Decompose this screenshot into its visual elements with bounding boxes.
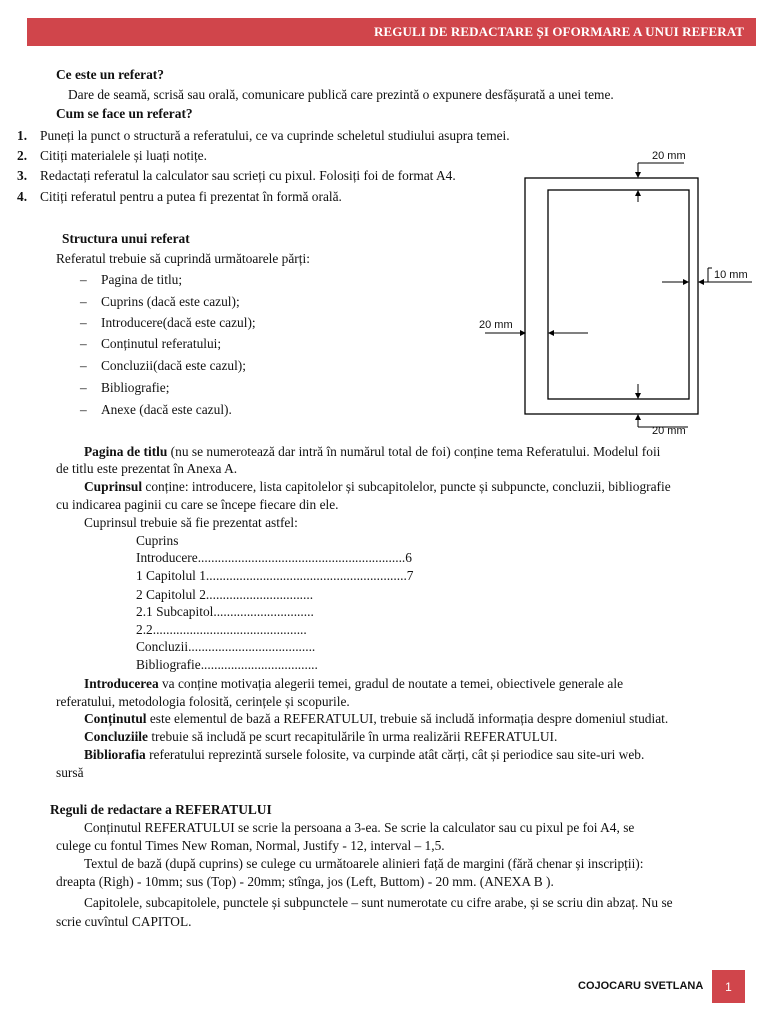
answer-what: Dare de seamă, scrisă sau orală, comunicare publică care prezintă o expunere desfășurată a unei teme.	[68, 87, 614, 102]
list-dash: –	[80, 336, 87, 351]
paragraph-text: referatului, metodologia folosită, cerințele și scopurile.	[56, 694, 350, 709]
paragraph-text: Conținutul REFERATULUI se scrie la persoana a 3-ea. Se scrie la calculator sau cu pixul pe foi A4, se	[84, 820, 635, 835]
question-what: Ce este un referat?	[56, 67, 164, 82]
top-inner-arrow-head	[635, 190, 641, 196]
list-item: Pagina de titlu;	[101, 272, 183, 287]
margin-label-left: 20 mm	[479, 319, 513, 331]
paragraph-text: trebuie să includă pe scurt recapitulările în urma realizării REFERATULUI.	[147, 729, 558, 744]
list-dash: –	[80, 358, 87, 373]
top-arrow-head	[635, 172, 641, 178]
paragraph-text: este elementul de bază a REFERATULUI, trebuie să includă informația despre domeniul studiat.	[146, 711, 669, 726]
page-number-badge	[712, 970, 745, 1003]
toc-line: 1 Capitolul 1............................................................7	[136, 568, 414, 583]
bottom-outer-arrow-head	[635, 414, 641, 420]
list-item: Anexe (dacă este cazul).	[101, 402, 232, 417]
paragraph-title-page	[84, 444, 660, 460]
page-margin-diagram	[470, 150, 760, 450]
term-title-page: Pagina de titlu	[84, 444, 168, 459]
paragraph-text: Textul de bază (după cuprins) se culege cu următoarele alinieri față de margini (fără chenar și inscripții):	[84, 856, 644, 871]
outer-page-rect	[525, 178, 698, 414]
step-text: Redactați referatul la calculator sau scrieți cu pixul. Folosiți foi de format A4.	[40, 168, 456, 183]
step-number: 2.	[17, 148, 28, 163]
step-number: 3.	[17, 168, 28, 183]
question-how: Cum se face un referat?	[56, 106, 193, 121]
margin-label-top: 20 mm	[652, 150, 686, 162]
margin-label-bottom: 20 mm	[652, 425, 686, 437]
toc-line: Introducere..............................................................6	[136, 550, 412, 565]
list-dash: –	[80, 272, 87, 287]
paragraph-text: cu indicarea paginii cu care se începe fiecare din ele.	[56, 497, 339, 512]
left-inner-arrow-head	[548, 330, 554, 336]
term-content: Conținutul	[84, 711, 147, 726]
list-dash: –	[80, 294, 87, 309]
list-item: Cuprins (dacă este cazul);	[101, 294, 240, 309]
paragraph-text: dreapta (Righ) - 10mm; sus (Top) - 20mm; stînga, jos (Left, Buttom) - 20 mm. (ANEXA B ).	[56, 874, 554, 889]
right-outer-arrow-head	[698, 279, 704, 285]
inner-text-rect	[548, 190, 689, 399]
paragraph-conclusions	[84, 729, 557, 745]
page-title: REGULI DE REDACTARE ȘI OFORMARE A UNUI REFERAT	[374, 24, 744, 39]
toc-line: Bibliografie...................................	[136, 657, 318, 672]
paragraph-text: de titlu este prezentat în Anexa A.	[56, 461, 238, 476]
term-introduction: Introducerea	[84, 676, 159, 691]
paragraph-text: culege cu fontul Times New Roman, Normal, Justify - 12, interval – 1,5.	[56, 838, 445, 853]
list-item: Concluzii(dacă este cazul);	[101, 358, 246, 373]
paragraph-text: (nu se numerotează dar intră în numărul total de foi) conține tema Referatului. Modelul foii	[167, 444, 661, 459]
toc-line: Cuprins	[136, 533, 179, 548]
step-text: Citiți referatul pentru a putea fi prezentat în formă orală.	[40, 189, 342, 204]
structure-title: Structura unui referat	[62, 231, 190, 246]
list-dash: –	[80, 402, 87, 417]
paragraph-content	[84, 711, 668, 727]
step-number: 4.	[17, 189, 28, 204]
margin-label-right: 10 mm	[714, 269, 748, 281]
list-dash: –	[80, 315, 87, 330]
header-bar	[27, 18, 756, 46]
step-text: Citiți materialele și luați notițe.	[40, 148, 207, 163]
term-conclusions: Concluziile	[84, 729, 148, 744]
paragraph-text: scrie cuvîntul CAPITOL.	[56, 914, 192, 929]
rules-title: Reguli de redactare a REFERATULUI	[50, 802, 272, 817]
paragraph-text: Capitolele, subcapitolele, punctele și subpunctele – sunt numerotate cu cifre arabe, și se scriu din abzaț. Nu se	[84, 895, 673, 910]
step-text: Puneți la punct o structură a referatului, ce va cuprinde scheletul studiului asupra temei.	[40, 128, 510, 143]
paragraph-introduction	[84, 676, 623, 692]
paragraph-contents	[84, 479, 671, 495]
bottom-inner-arrow-head	[635, 393, 641, 399]
list-item: Conținutul referatului;	[101, 336, 222, 351]
structure-intro: Referatul trebuie să cuprindă următoarele părți:	[56, 251, 310, 266]
paragraph-text: referatului reprezintă sursele folosite, va curpinde atât cărți, cât și periodice sau site-uri web.	[145, 747, 645, 762]
list-item: Introducere(dacă este cazul);	[101, 315, 256, 330]
paragraph-text: conține: introducere, lista capitolelor și subcapitolelor, puncte și subpuncte, concluzii, bibliografie	[142, 479, 671, 494]
page-number: 1	[725, 979, 732, 994]
toc-line: Concluzii......................................	[136, 639, 316, 654]
right-inner-arrow-head	[683, 279, 689, 285]
list-item: Bibliografie;	[101, 380, 170, 395]
toc-line: 2.1 Subcapitol..............................	[136, 604, 314, 619]
paragraph-text: Cuprinsul trebuie să fie prezentat astfel:	[84, 515, 298, 530]
list-dash: –	[80, 380, 87, 395]
term-contents: Cuprinsul	[84, 479, 143, 494]
toc-line: 2.2..............................................	[136, 622, 307, 637]
footer-author: COJOCARU SVETLANA	[578, 980, 704, 992]
term-bibliography: Bibliorafia	[84, 747, 146, 762]
toc-line: 2 Capitolul 2................................	[136, 587, 314, 602]
paragraph-bibliography	[84, 747, 644, 763]
paragraph-text: va conține motivația alegerii temei, gradul de noutate a temei, obiectivele generale ale	[158, 676, 624, 691]
paragraph-text: sursă	[56, 765, 84, 780]
step-number: 1.	[17, 128, 28, 143]
